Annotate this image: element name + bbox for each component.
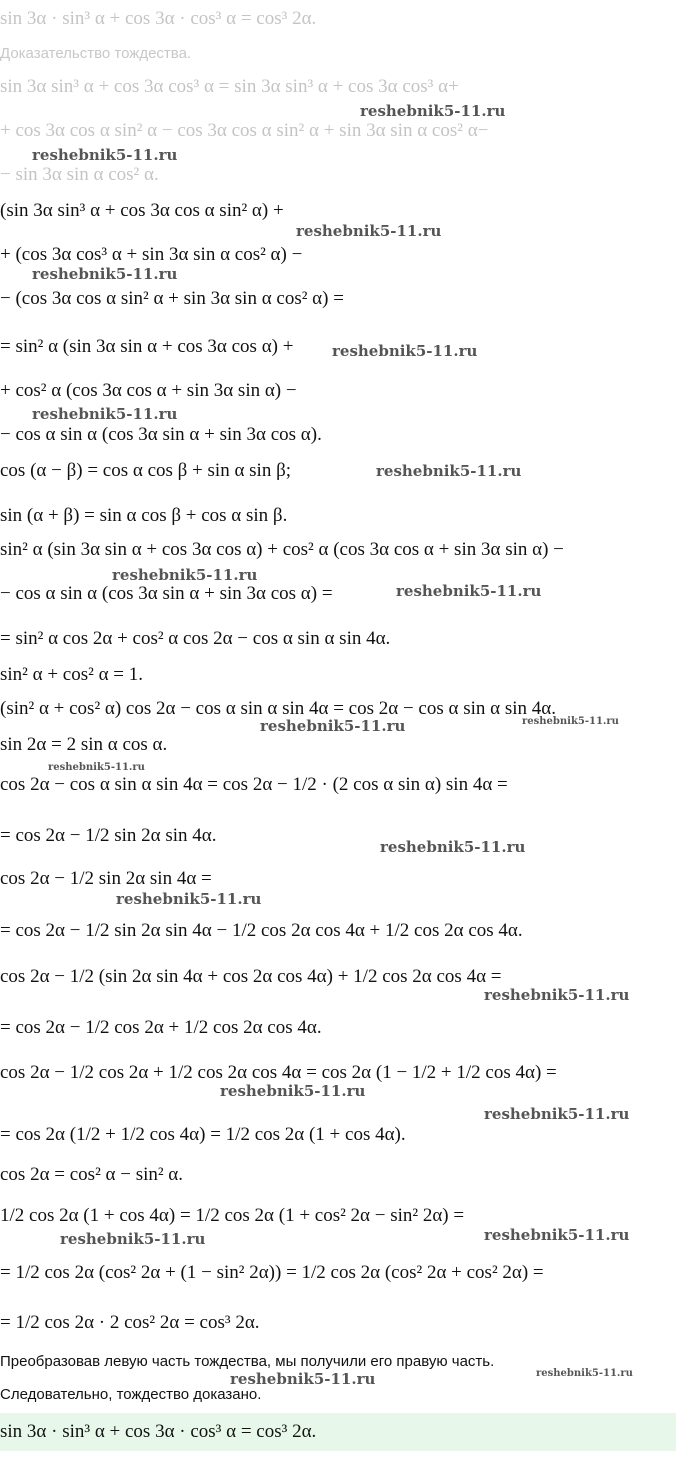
watermark: reshebnik5-11.ru xyxy=(396,582,542,600)
final-identity: sin 3α · sin³ α + cos 3α · cos³ α = cos³ 2α. xyxy=(0,1421,317,1442)
proof-line: = cos 2α − 1/2 sin 2α sin 4α. xyxy=(0,825,217,846)
watermark: reshebnik5-11.ru xyxy=(220,1082,366,1100)
formula-line: cos (α − β) = cos α cos β + sin α sin β; xyxy=(0,460,292,481)
watermark: reshebnik5-11.ru xyxy=(296,222,442,240)
watermark: reshebnik5-11.ru xyxy=(360,102,506,120)
watermark: reshebnik5-11.ru xyxy=(32,405,178,423)
proof-line: cos 2α − 1/2 sin 2α sin 4α = xyxy=(0,868,212,889)
proof-line: (sin 3α sin³ α + cos 3α cos α sin² α) + xyxy=(0,200,284,221)
watermark: reshebnik5-11.ru xyxy=(60,1230,206,1248)
watermark: reshebnik5-11.ru xyxy=(260,717,406,735)
watermark: reshebnik5-11.ru xyxy=(332,342,478,360)
proof-title: Доказательство тождества. xyxy=(0,45,192,62)
formula-line: sin² α + cos² α = 1. xyxy=(0,664,143,685)
identity-statement: sin 3α · sin³ α + cos 3α · cos³ α = cos³ 2α. xyxy=(0,8,317,29)
proof-line: + cos 3α cos α sin² α − cos 3α cos α sin² α + sin 3α sin α cos² α− xyxy=(0,120,489,141)
final-identity-highlight xyxy=(0,1413,676,1451)
watermark: reshebnik5-11.ru xyxy=(380,838,526,856)
proof-line: − (cos 3α cos α sin² α + sin 3α sin α cos² α) = xyxy=(0,288,344,309)
proof-line: = sin² α (sin 3α sin α + cos 3α cos α) + xyxy=(0,336,294,357)
proof-line: cos 2α − cos α sin α sin 4α = cos 2α − 1/2 · (2 cos α sin α) sin 4α = xyxy=(0,774,508,795)
proof-line: + (cos 3α cos³ α + sin 3α sin α cos² α) − xyxy=(0,244,303,265)
proof-line: = 1/2 cos 2α (cos² 2α + (1 − sin² 2α)) = 1/2 cos 2α (cos² 2α + cos² 2α) = xyxy=(0,1262,544,1283)
watermark: reshebnik5-11.ru xyxy=(522,716,619,727)
watermark: reshebnik5-11.ru xyxy=(116,890,262,908)
proof-line: = cos 2α − 1/2 sin 2α sin 4α − 1/2 cos 2α cos 4α + 1/2 cos 2α cos 4α. xyxy=(0,920,523,941)
formula-line: sin (α + β) = sin α cos β + cos α sin β. xyxy=(0,505,288,526)
conclusion-text: Преобразовав левую часть тождества, мы получили его правую часть. xyxy=(0,1353,495,1370)
formula-line: sin 2α = 2 sin α cos α. xyxy=(0,734,168,755)
watermark: reshebnik5-11.ru xyxy=(536,1368,633,1379)
proof-line: = 1/2 cos 2α · 2 cos² 2α = cos³ 2α. xyxy=(0,1312,260,1333)
watermark: reshebnik5-11.ru xyxy=(230,1370,376,1388)
watermark: reshebnik5-11.ru xyxy=(112,566,258,584)
proof-line: − cos α sin α (cos 3α sin α + sin 3α cos α) = xyxy=(0,583,333,604)
proof-line: − sin 3α sin α cos² α. xyxy=(0,164,159,185)
proof-line: + cos² α (cos 3α cos α + sin 3α sin α) − xyxy=(0,380,297,401)
watermark: reshebnik5-11.ru xyxy=(48,762,145,773)
proof-line: − cos α sin α (cos 3α sin α + sin 3α cos α). xyxy=(0,424,322,445)
proof-line: 1/2 cos 2α (1 + cos 4α) = 1/2 cos 2α (1 + cos² 2α − sin² 2α) = xyxy=(0,1205,465,1226)
watermark: reshebnik5-11.ru xyxy=(484,986,630,1004)
proof-line: sin² α (sin 3α sin α + cos 3α cos α) + cos² α (cos 3α cos α + sin 3α sin α) − xyxy=(0,539,564,560)
conclusion-text: Следовательно, тождество доказано. xyxy=(0,1386,262,1403)
watermark: reshebnik5-11.ru xyxy=(376,462,522,480)
proof-line: sin 3α sin³ α + cos 3α cos³ α = sin 3α sin³ α + cos 3α cos³ α+ xyxy=(0,76,459,97)
proof-line: = cos 2α − 1/2 cos 2α + 1/2 cos 2α cos 4α. xyxy=(0,1017,322,1038)
proof-line: = cos 2α (1/2 + 1/2 cos 4α) = 1/2 cos 2α (1 + cos 4α). xyxy=(0,1124,406,1145)
proof-line: cos 2α − 1/2 cos 2α + 1/2 cos 2α cos 4α = cos 2α (1 − 1/2 + 1/2 cos 4α) = xyxy=(0,1062,557,1083)
watermark: reshebnik5-11.ru xyxy=(32,146,178,164)
watermark: reshebnik5-11.ru xyxy=(484,1105,630,1123)
watermark: reshebnik5-11.ru xyxy=(32,265,178,283)
watermark: reshebnik5-11.ru xyxy=(484,1226,630,1244)
proof-line: cos 2α − 1/2 (sin 2α sin 4α + cos 2α cos 4α) + 1/2 cos 2α cos 4α = xyxy=(0,966,502,987)
proof-line: (sin² α + cos² α) cos 2α − cos α sin α sin 4α = cos 2α − cos α sin α sin 4α. xyxy=(0,698,556,719)
proof-line: = sin² α cos 2α + cos² α cos 2α − cos α sin α sin 4α. xyxy=(0,628,391,649)
formula-line: cos 2α = cos² α − sin² α. xyxy=(0,1164,184,1185)
